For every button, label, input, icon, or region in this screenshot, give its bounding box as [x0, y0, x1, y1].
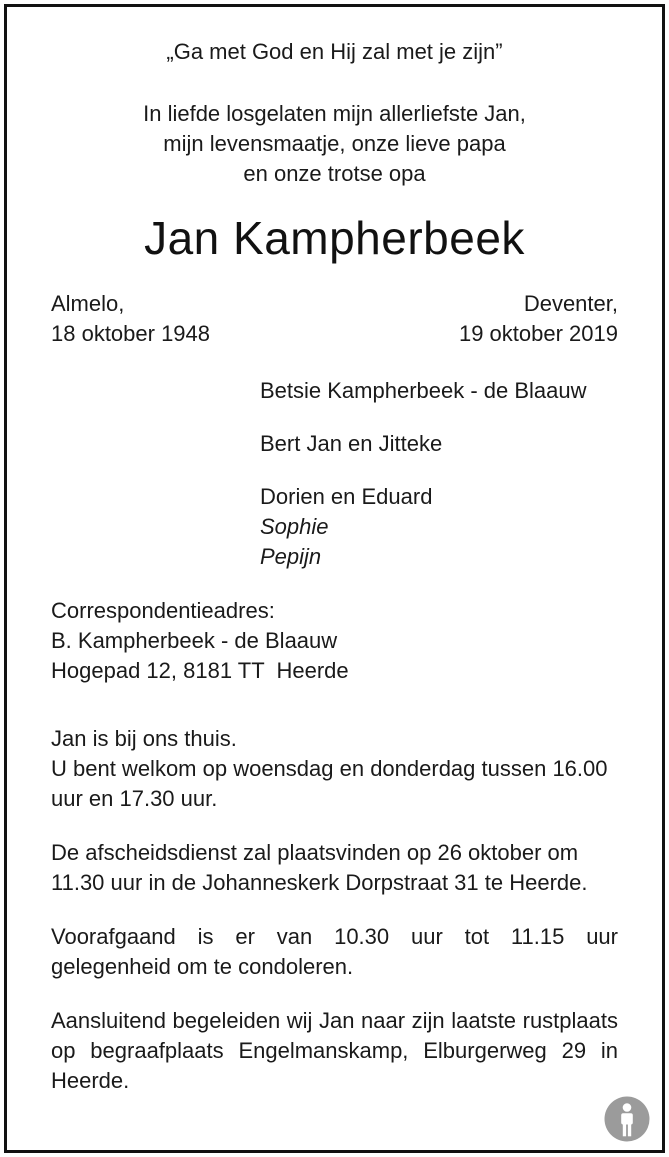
- family-member: Pepijn: [260, 544, 322, 569]
- death-place: Deventer,: [523, 291, 618, 316]
- service-paragraph: De afscheidsdienst zal plaatsvinden op 26 oktober om 11.30 uur in de Johanneskerk Dorpstraat 31 te Heerde.: [51, 840, 588, 895]
- death-info: [459, 289, 618, 349]
- home-line: Jan is bij ons thuis.: [51, 726, 237, 751]
- intro-block: [51, 99, 618, 189]
- visiting-paragraph: [51, 724, 618, 814]
- birth-date: 18 oktober 1948: [51, 321, 211, 346]
- correspondence-address: Hogepad 12, 8181 TT Heerde: [51, 658, 349, 683]
- family-list: [260, 376, 618, 572]
- birth-death-row: [51, 289, 618, 349]
- family-member: Sophie: [260, 514, 329, 539]
- family-member: Dorien en Eduard: [260, 484, 433, 509]
- birth-info: [51, 289, 210, 349]
- death-date: 19 oktober 2019: [458, 321, 618, 346]
- intro-line: en onze trotse opa: [243, 161, 426, 186]
- condolence-paragraph: Voorafgaand is er van 10.30 uur tot 11.15 uur gelegenheid om te condoleren.: [51, 924, 618, 979]
- mensenlinq-logo: [604, 1096, 650, 1142]
- burial-paragraph: Aansluitend begeleiden wij Jan naar zijn laatste rustplaats op begraafplaats Engelmanskamp, Elburgerweg 29 in Heerde.: [51, 1008, 618, 1093]
- obituary-card: [4, 4, 665, 1153]
- welcome-line: U bent welkom op woensdag en donderdag tussen 16.00 uur en 17.30 uur.: [51, 756, 608, 811]
- opening-quote: „Ga met God en Hij zal met je zijn”: [166, 39, 503, 64]
- intro-line: mijn levensmaatje, onze lieve papa: [163, 131, 506, 156]
- family-member: Betsie Kampherbeek - de Blaauw: [260, 378, 587, 403]
- family-member: Bert Jan en Jitteke: [260, 431, 443, 456]
- deceased-name: Jan Kampherbeek: [144, 212, 525, 264]
- correspondence-block: [51, 596, 618, 686]
- person-icon: [604, 1096, 650, 1142]
- intro-line: In liefde losgelaten mijn allerliefste Jan,: [143, 101, 526, 126]
- correspondence-label: Correspondentieadres:: [51, 598, 275, 623]
- correspondence-name: B. Kampherbeek - de Blaauw: [51, 628, 338, 653]
- birth-place: Almelo,: [51, 291, 125, 316]
